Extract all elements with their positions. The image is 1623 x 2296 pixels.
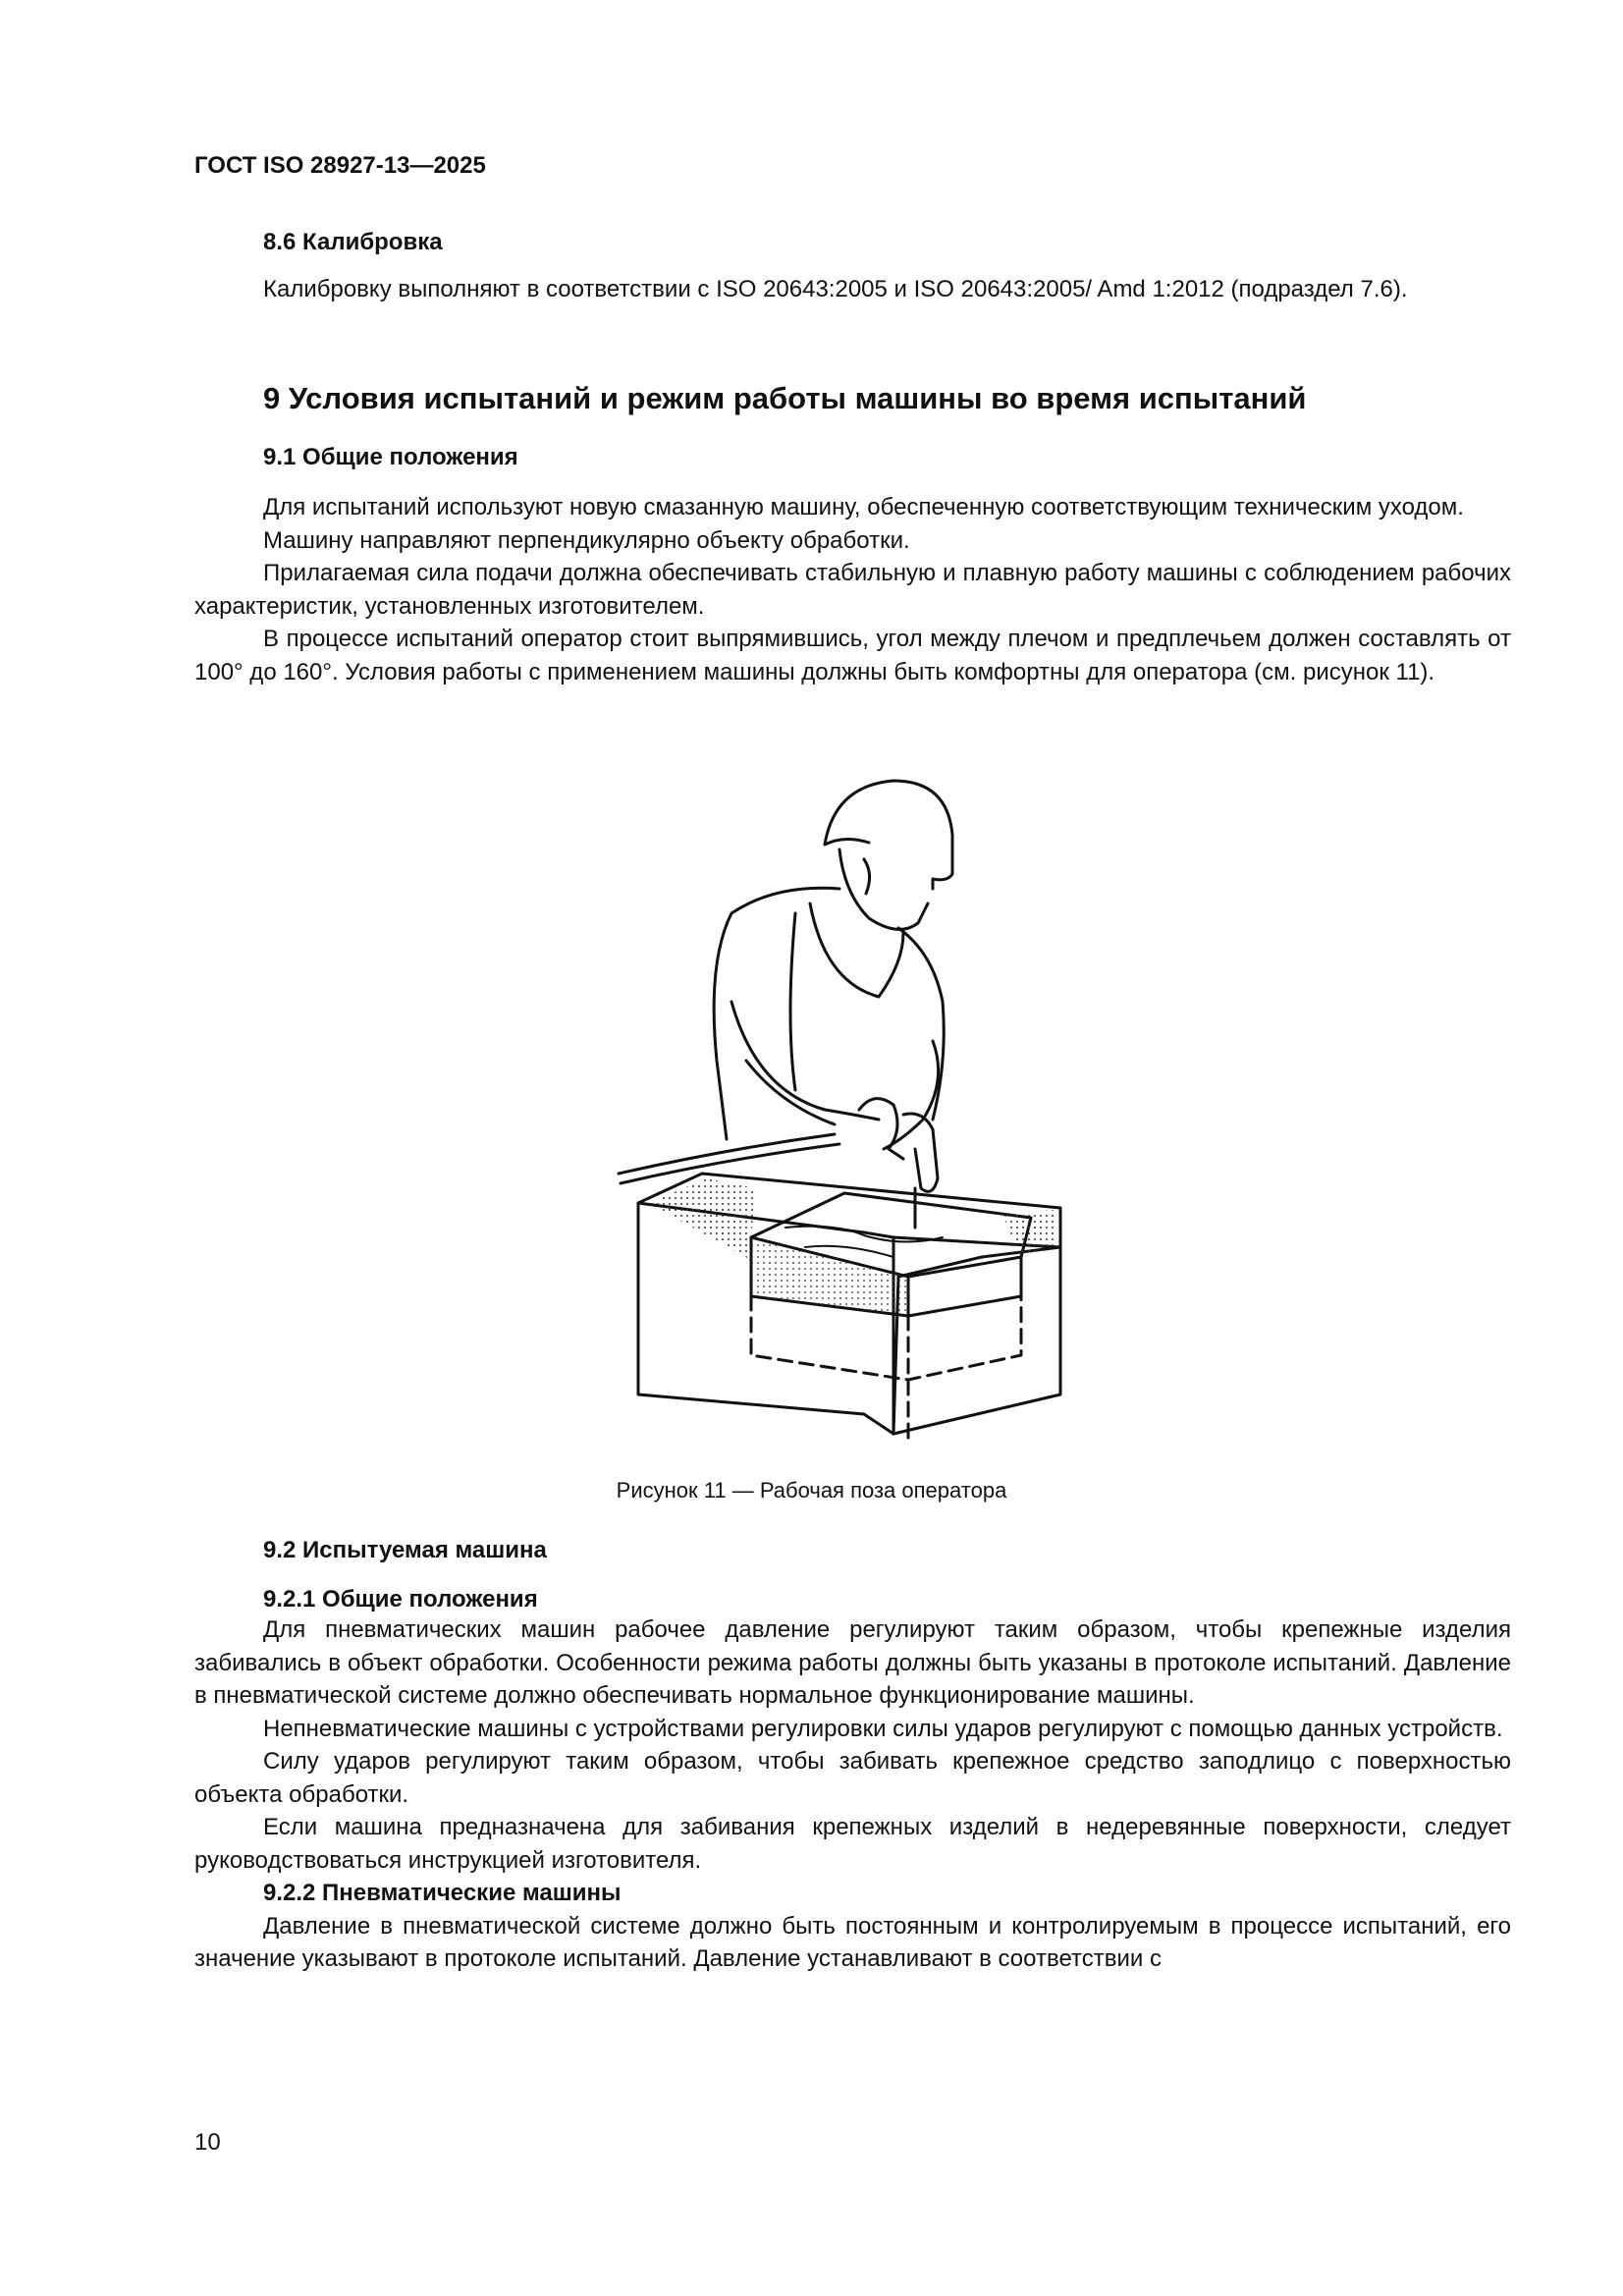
paragraph: Силу ударов регулируют таким образом, чтобы забивать крепежное средство заподлицо с поверхностью объекта обработки. <box>194 1748 1511 1808</box>
page-number: 10 <box>194 2129 221 2156</box>
paragraph: Прилагаемая сила подачи должна обеспечивать стабильную и плавную работу машины с соблюдением рабочих характеристик, установленных изготовителем. <box>194 560 1511 620</box>
section-9-heading: 9 Условия испытаний и режим работы машины во время испытаний <box>263 381 1307 415</box>
paragraph: Непневматические машины с устройствами регулировки силы ударов регулируют с помощью данных устройств. <box>263 1715 1503 1742</box>
operator-drawing <box>609 766 1100 1453</box>
section-8-6-body <box>194 273 1511 306</box>
paragraph: Для испытаний используют новую смазанную машину, обеспеченную соответствующим техническим уходом. <box>263 494 1464 520</box>
paragraph: Машину направляют перпендикулярно объекту обработки. <box>263 526 910 554</box>
paragraph: В процессе испытаний оператор стоит выпрямившись, угол между плечом и предплечьем должен составлять от 100° до 160°. Условия работы с применением машины должны быть комфортны для оператора (см. рисунок 11). <box>194 626 1511 685</box>
figure-11-operator-illustration <box>609 766 1100 1453</box>
section-9-2-1-heading: 9.2.1 Общие положения <box>263 1586 538 1613</box>
section-8-6-heading: 8.6 Калибровка <box>263 229 443 255</box>
section-9-1-body <box>194 491 1511 688</box>
paragraph: Калибровку выполняют в соответствии с ISO 20643:2005 и ISO 20643:2005/ Amd 1:2012 (подраздел 7.6). <box>263 276 1408 302</box>
section-9-2-2-heading: 9.2.2 Пневматические машины <box>263 1880 622 1906</box>
section-9-2-heading: 9.2 Испытуемая машина <box>263 1537 547 1563</box>
section-9-1-heading: 9.1 Общие положения <box>263 444 518 470</box>
document-header: ГОСТ ISO 28927-13—2025 <box>194 152 486 179</box>
paragraph: Давление в пневматической системе должно быть постоянным и контролируемым в процессе испытаний, его значение указывают в протоколе испытаний. Давление устанавливают в соответствии с <box>194 1912 1511 1972</box>
figure-11-caption: Рисунок 11 — Рабочая поза оператора <box>616 1478 1007 1503</box>
paragraph: Если машина предназначена для забивания крепежных изделий в недеревянные поверхности, следует руководствоваться инструкцией изготовителя. <box>194 1814 1511 1874</box>
paragraph: Для пневматических машин рабочее давление регулируют таким образом, чтобы крепежные изделия забивались в объект обработки. Особенности режима работы должны быть указаны в протоколе испытаний. Давление в пневматической системе должно обеспечивать нормальное функционирование машины. <box>194 1616 1511 1709</box>
section-9-2-1-body <box>194 1613 1511 1976</box>
